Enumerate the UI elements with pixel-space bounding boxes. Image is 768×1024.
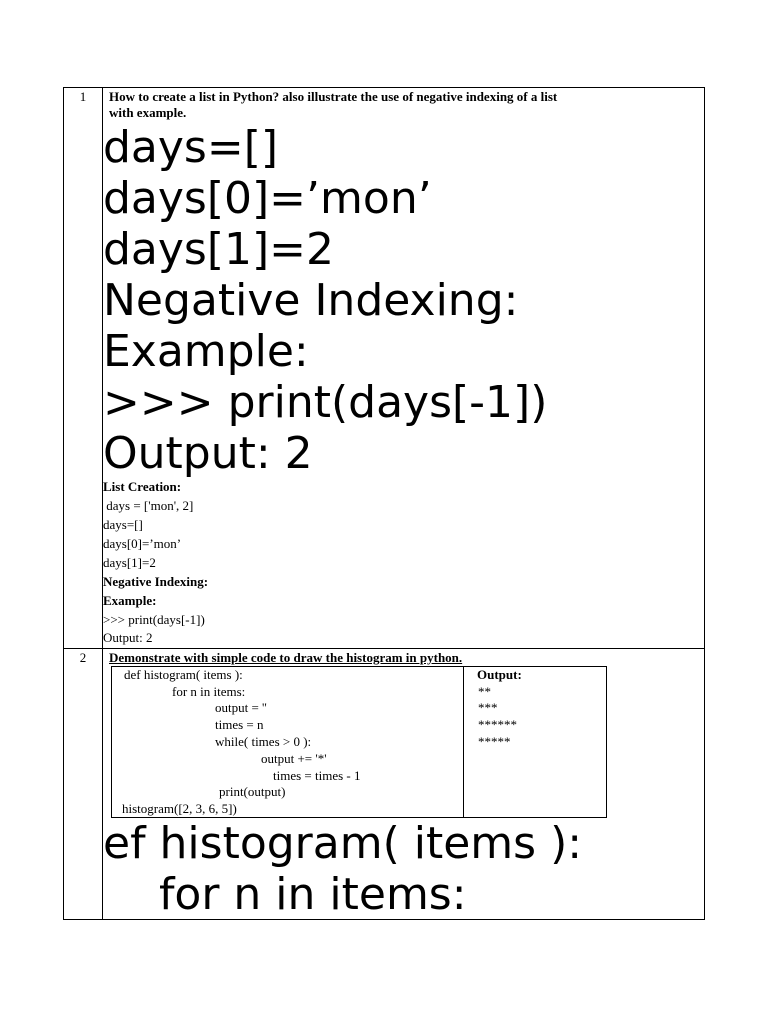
code-line: times = n	[215, 717, 264, 732]
large-text-line: days[0]=’mon’	[103, 173, 432, 224]
output-line: **	[478, 684, 491, 699]
large-text-line: days=[]	[103, 122, 279, 173]
small-text-line: Output: 2	[103, 630, 153, 645]
output-label: Output:	[477, 667, 522, 682]
row-divider	[63, 648, 705, 649]
code-line: output += '*'	[261, 751, 327, 766]
code-line: histogram([2, 3, 6, 5])	[122, 801, 237, 816]
code-line: def histogram( items ):	[124, 667, 243, 682]
question-1-line-2: with example.	[109, 105, 187, 120]
output-line: ******	[478, 717, 517, 732]
small-text-line: days = ['mon', 2]	[103, 498, 194, 513]
row-number-2: 2	[79, 650, 87, 665]
large-text-line: for n in items:	[103, 869, 467, 920]
small-text-line: days[0]=’mon’	[103, 536, 182, 551]
output-line: ***	[478, 700, 498, 715]
large-text-line: ef histogram( items ):	[103, 818, 583, 869]
row-number-1: 1	[79, 89, 87, 104]
small-text-line: days[1]=2	[103, 555, 156, 570]
large-text-line: Output: 2	[103, 428, 313, 479]
large-text-line: >>> print(days[-1])	[103, 377, 548, 428]
large-text-line: Example:	[103, 326, 309, 377]
small-text-line: Example:	[103, 593, 157, 608]
code-line: output = ''	[215, 700, 267, 715]
question-1-line-1: How to create a list in Python? also illustrate the use of negative indexing of a list	[109, 89, 558, 104]
question-2: Demonstrate with simple code to draw the histogram in python.	[109, 650, 463, 665]
code-line: for n in items:	[172, 684, 246, 699]
output-line: *****	[478, 734, 511, 749]
small-text-line: Negative Indexing:	[103, 574, 209, 589]
code-line: times = times - 1	[273, 768, 361, 783]
code-line: print(output)	[219, 784, 286, 799]
small-text-line: >>> print(days[-1])	[103, 612, 205, 627]
code-line: while( times > 0 ):	[215, 734, 312, 749]
small-text-line: List Creation:	[103, 479, 182, 494]
large-text-line: Negative Indexing:	[103, 275, 519, 326]
small-text-line: days=[]	[103, 517, 143, 532]
code-table-divider	[463, 666, 464, 818]
large-text-line: days[1]=2	[103, 224, 335, 275]
